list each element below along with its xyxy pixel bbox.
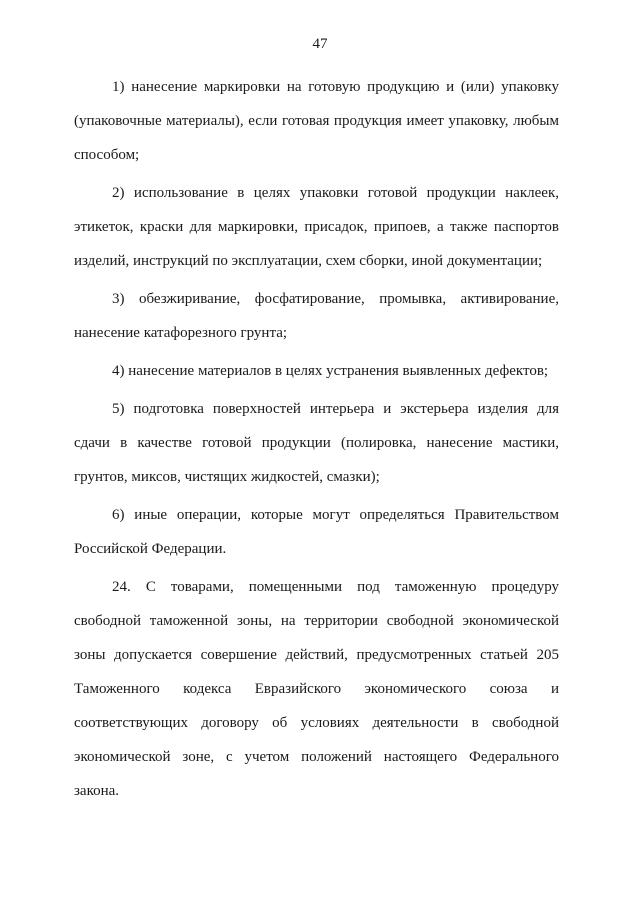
list-item-1: 1) нанесение маркировки на готовую продукцию и (или) упаковку (упаковочные материалы), если готовая продукция имеет упаковку, любым способом; — [74, 79, 559, 163]
list-item-6: 6) иные операции, которые могут определяться Правительством Российской Федерации. — [74, 507, 559, 557]
list-item-4: 4) нанесение материалов в целях устранения выявленных дефектов; — [112, 363, 549, 379]
page-number: 47 — [312, 36, 328, 52]
list-item-5: 5) подготовка поверхностей интерьера и экстерьера изделия для сдачи в качестве готовой продукции (полировка, нанесение мастики, грунтов, миксов, чистящих жидкостей, смазки); — [74, 401, 559, 485]
list-item-3: 3) обезжиривание, фосфатирование, промывка, активирование, нанесение катафорезного грунта; — [74, 291, 559, 341]
document-body — [74, 70, 559, 812]
clause-24: 24. С товарами, помещенными под таможенную процедуру свободной таможенной зоны, на территории свободной экономической зоны допускается совершение действий, предусмотренных статьей 205 Таможенного кодекса Евразийского экономического союза и соответствующих договору об условиях деятельности в свободной экономической зоне, с учетом положений настоящего Федерального закона. — [74, 579, 559, 799]
list-item-2: 2) использование в целях упаковки готовой продукции наклеек, этикеток, краски для маркировки, присадок, припоев, а также паспортов изделий, инструкций по эксплуатации, схем сборки, иной документации; — [74, 185, 559, 269]
